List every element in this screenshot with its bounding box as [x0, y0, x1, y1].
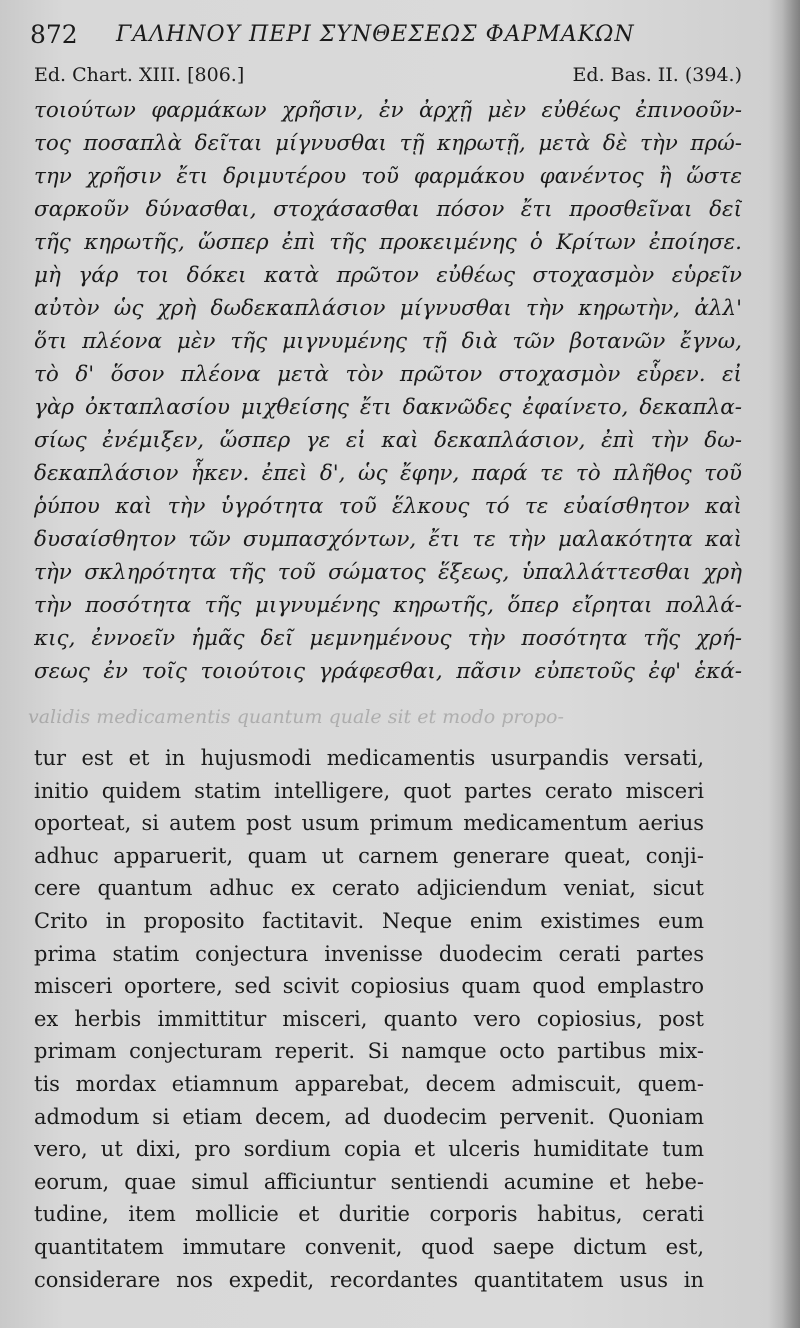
greek-line: τὸ δ' ὅσον πλέονα μετὰ τὸν πρῶτον στοχασμὸν εὗρεν. εἰ — [34, 362, 742, 387]
greek-line: γὰρ ὀκταπλασίου μιχθείσης ἔτι δακνῶδες ἐφαίνετο, δεκαπλα- — [34, 395, 742, 420]
latin-line: ex herbis immittitur misceri, quanto vero copiosius, post — [34, 1006, 704, 1031]
latin-line: eorum, quae simul afficiuntur sentiendi acumine et hebe- — [34, 1169, 704, 1194]
latin-line: cere quantum adhuc ex cerato adjiciendum veniat, sicut — [34, 876, 704, 901]
greek-text-block — [34, 94, 742, 688]
greek-line: κις, ἐννοεῖν ἡμᾶς δεῖ μεμνημένους τὴν ποσότητα τῆς χρή- — [34, 626, 742, 651]
latin-line: primam conjecturam reperit. Si namque octo partibus mix- — [34, 1039, 704, 1064]
edition-reference-basel: Ed. Bas. II. (394.) — [572, 64, 742, 86]
greek-line: μὴ γάρ τοι δόκει κατὰ πρῶτον εὐθέως στοχασμὸν εὑρεῖν — [34, 263, 742, 288]
greek-line: την χρῆσιν ἔτι δριμυτέρου τοῦ φαρμάκου φανέντος ἢ ὥστε — [34, 164, 742, 189]
latin-text-block — [34, 742, 704, 1296]
bleed-through-text: validis medicamentis quantum quale sit et modo propo- — [28, 706, 564, 728]
greek-line: ὅτι πλέονα μὲν τῆς μιγνυμένης τῇ διὰ τῶν βοτανῶν ἔγνω, — [34, 329, 742, 354]
greek-line: σαρκοῦν δύνασθαι, στοχάσασθαι πόσον ἔτι προσθεῖναι δεῖ — [34, 197, 742, 222]
greek-line: ῥύπου καὶ τὴν ὑγρότητα τοῦ ἕλκους τό τε εὐαίσθητον καὶ — [34, 494, 742, 519]
latin-line: prima statim conjectura invenisse duodecim cerati partes — [34, 941, 704, 966]
running-title: ΓΑΛΗΝΟΥ ΠΕΡΙ ΣΥΝΘΕΣΕΩΣ ΦΑΡΜΑΚΩΝ — [116, 22, 635, 47]
edition-reference-chart: Ed. Chart. XIII. [806.] — [34, 64, 245, 86]
greek-line: τὴν ποσότητα τῆς μιγνυμένης κηρωτῆς, ὅπερ εἴρηται πολλά- — [34, 593, 742, 618]
latin-line: tis mordax etiamnum apparebat, decem admiscuit, quem- — [34, 1071, 704, 1096]
latin-line: oporteat, si autem post usum primum medicamentum aerius — [34, 811, 704, 836]
greek-line: αὐτὸν ὡς χρὴ δωδεκαπλάσιον μίγνυσθαι τὴν κηρωτὴν, ἀλλ' — [34, 296, 742, 321]
latin-line: Crito in proposito factitavit. Neque enim existimes eum — [34, 908, 704, 933]
latin-line: misceri oportere, sed scivit copiosius quam quod emplastro — [34, 974, 704, 999]
latin-line: adhuc apparuerit, quam ut carnem generare queat, conji- — [34, 843, 704, 868]
greek-line: δεκαπλάσιον ἧκεν. ἐπεὶ δ', ὡς ἔφην, παρά τε τὸ πλῆθος τοῦ — [34, 461, 742, 486]
greek-line: τὴν σκληρότητα τῆς τοῦ σώματος ἕξεως, ὑπαλλάττεσθαι χρὴ — [34, 560, 742, 585]
latin-line: considerare nos expedit, recordantes quantitatem usus in — [34, 1267, 704, 1292]
edition-references — [34, 64, 742, 90]
latin-line: admodum si etiam decem, ad duodecim pervenit. Quoniam — [34, 1104, 704, 1129]
greek-line: δυσαίσθητον τῶν συμπασχόντων, ἔτι τε τὴν μαλακότητα καὶ — [34, 527, 742, 552]
page-number: 872 — [30, 20, 78, 49]
greek-line: τος ποσαπλὰ δεῖται μίγνυσθαι τῇ κηρωτῇ, μετὰ δὲ τὴν πρώ- — [34, 131, 742, 156]
latin-line: tudine, item mollicie et duritie corporis habitus, cerati — [34, 1202, 704, 1227]
latin-line: vero, ut dixi, pro sordium copia et ulceris humiditate tum — [34, 1137, 704, 1162]
greek-line: σεως ἐν τοῖς τοιούτοις γράφεσθαι, πᾶσιν εὐπετοῦς ἐφ' ἑκά- — [34, 659, 742, 684]
greek-line: σίως ἐνέμιξεν, ὥσπερ γε εἰ καὶ δεκαπλάσιον, ἐπὶ τὴν δω- — [34, 428, 742, 453]
latin-line: tur est et in hujusmodi medicamentis usurpandis versati, — [34, 746, 704, 770]
latin-line: quantitatem immutare convenit, quod saepe dictum est, — [34, 1234, 704, 1259]
running-head — [30, 20, 770, 54]
latin-line: initio quidem statim intelligere, quot partes cerato misceri — [34, 778, 704, 803]
greek-line: τῆς κηρωτῆς, ὥσπερ ἐπὶ τῆς προκειμένης ὁ Κρίτων ἐποίησε. — [34, 230, 742, 255]
greek-line: τοιούτων φαρμάκων χρῆσιν, ἐν ἀρχῇ μὲν εὐθέως ἐπινοοῦν- — [34, 98, 742, 123]
